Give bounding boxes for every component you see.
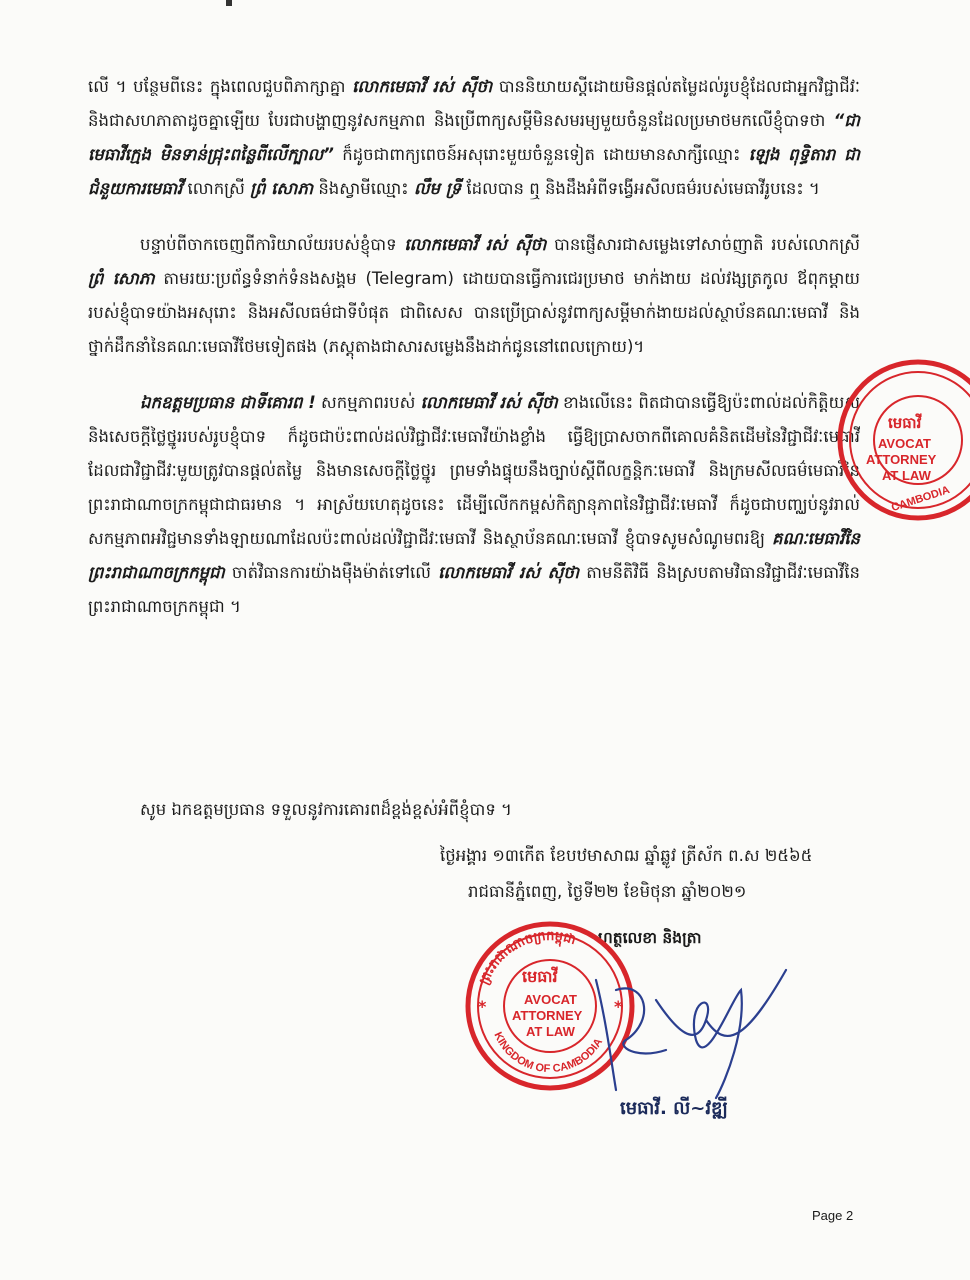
emphasized-text: លោកមេធាវី រស់ ស៊ីថា [352, 77, 493, 96]
emphasized-text: លឹម ទ្រី [413, 179, 462, 198]
emphasized-text: ព្រំ សោភា [250, 179, 314, 198]
emphasized-text: លោកមេធាវី រស់ ស៊ីថា [404, 235, 547, 254]
emphasized-text: លោកមេធាវី រស់ ស៊ីថា [420, 393, 558, 412]
seal-stamp-right [830, 352, 970, 527]
signer-name: មេធាវី. លី~វឌ្ឍី [620, 1098, 728, 1119]
paragraph-text: ដែលបាន ឮ និងដឹងអំពីទង្វើអសីលធម៌របស់មេធាវីរូបនេះ ។ [461, 179, 820, 198]
emphasized-text: គណៈមេធាវីនៃព្រះរាជាណាចក្រកម្ពុជា [88, 529, 860, 582]
letter-body [88, 70, 860, 646]
emphasized-text: ឯកឧត្តមប្រធាន ជាទីគោរព ! [140, 393, 316, 412]
svg-text:*: * [614, 997, 623, 1016]
emphasized-text: លោកមេធាវី រស់ ស៊ីថា [438, 563, 580, 582]
svg-text:AT LAW: AT LAW [526, 1024, 575, 1039]
paragraph-text: បានផ្ញើសារជាសម្លេងទៅសាច់ញាតិ របស់លោកស្រី [546, 235, 860, 254]
paragraph-1 [88, 70, 860, 206]
closing-line: សូម ឯកឧត្តមប្រធាន ទទួលនូវការគោរពដ៏ខ្ពង់ខ្ពស់អំពីខ្ញុំបាទ ។ [140, 800, 512, 819]
paragraph-text: លើ ។ បន្ថែមពីនេះ ក្នុងពេលជួបពិភាក្សាគ្នា [88, 77, 353, 96]
svg-text:ATTORNEY: ATTORNEY [866, 452, 937, 467]
page-number: Page 2 [812, 1208, 854, 1223]
date-civil: រាជធានីភ្នំពេញ, ថ្ងៃទី២២ ខែមិថុនា ឆ្នាំ២០២១ [468, 882, 747, 901]
svg-text:CAMBODIA: CAMBODIA [890, 484, 952, 515]
svg-text:មេធាវី: មេធាវី [522, 967, 558, 986]
svg-text:AVOCAT: AVOCAT [524, 992, 577, 1007]
svg-text:AVOCAT: AVOCAT [878, 436, 931, 451]
date-lunar: ថ្ងៃអង្គារ ១៣កើត ខែបឋមាសាឍ ឆ្នាំឆ្លូវ ត្រីស័ក ព.ស ២៥៦៥ [440, 846, 813, 865]
svg-text:មេធាវី: មេធាវី [888, 414, 922, 432]
emphasized-text: ឡេង ពុទ្ធិតារា ជាជំនួយការមេធាវី [88, 145, 860, 198]
signature-caption: ហត្ថលេខា និងត្រា [598, 929, 702, 947]
handwritten-signature [556, 960, 796, 1100]
scan-mark [226, 0, 232, 6]
paragraph-text: ចាត់វិធានការយ៉ាងម៉ឺងម៉ាត់ទៅលើ [224, 563, 439, 582]
paragraph-text: តាមនីតិវិធី និងស្របតាមវិធានវិជ្ជាជីវៈមេធាវីនៃព្រះរាជាណាចក្រកម្ពុជា ។ [88, 563, 860, 616]
svg-text:ATTORNEY: ATTORNEY [512, 1008, 583, 1023]
paragraph-text: បាននិយាយស្តីដោយមិនផ្តល់តម្លៃដល់រូបខ្ញុំដែលជាអ្នកវិជ្ជាជីវៈ និងជាសហភាតាដូចគ្នាឡើយ បែរជាបង្ហាញនូវសកម្មភាព និងប្រើពាក្យសម្តីមិនសមរម្យមួយចំនួនដែលប្រមាថមកលើខ្ញុំបាទថា [88, 77, 860, 130]
svg-text:*: * [478, 997, 487, 1016]
paragraph-text: បន្ទាប់ពីចាកចេញពីការិយាល័យរបស់ខ្ញុំបាទ [140, 235, 405, 254]
paragraph-text: តាមរយៈប្រព័ន្ធទំនាក់ទំនងសង្គម (Telegram) ដោយបានធ្វើការជេរប្រមាថ មាក់ងាយ ដល់វង្សត្រកូល ឪពុកម្តាយរបស់ខ្ញុំបាទយ៉ាងអសុរោះ និងអសីលធម៌ជាទីបំផុត ជាពិសេស បានប្រើប្រាស់នូវពាក្យសម្តីមាក់ងាយដល់ស្ថាប័នគណៈមេធាវី និងថ្នាក់ដឹកនាំនៃគណៈមេធាវីថែមទៀតផង (ភស្តុតាងជាសារសម្លេងនឹងដាក់ជូននៅពេលក្រោយ)។ [88, 269, 860, 356]
paragraph-text: សកម្មភាពរបស់ [315, 393, 421, 412]
svg-text:AT LAW: AT LAW [882, 468, 931, 483]
paragraph-text: លោកស្រី [182, 179, 251, 198]
paragraph-2 [88, 228, 860, 364]
paragraph-text: និងស្វាមីឈ្មោះ [313, 179, 414, 198]
emphasized-text: “ជាមេធាវីក្មេង មិនទាន់ជ្រុះពន្លៃពីលើក្បាល” [88, 111, 860, 164]
paragraph-text: ក៏ដូចជាពាក្យពេចន៍អសុរោះមួយចំនួនទៀត ដោយមានសាក្សីឈ្មោះ [333, 145, 749, 164]
svg-text:ព្រះរាជាណាចក្រកម្ពុជា: ព្រះរាជាណាចក្រកម្ពុជា [476, 928, 578, 988]
paragraph-3 [88, 386, 860, 624]
svg-text:KINGDOM OF CAMBODIA: KINGDOM OF CAMBODIA [491, 1030, 606, 1076]
emphasized-text: ព្រំ សោភា [88, 269, 155, 288]
paragraph-text: ខាងលើនេះ ពិតជាបានធ្វើឱ្យប៉ះពាល់ដល់កិត្តិយស និងសេចក្តីថ្លៃថ្នូររបស់រូបខ្ញុំបាទ ក៏ដូចជាប៉ះពាល់ដល់វិជ្ជាជីវៈមេធាវីយ៉ាងខ្លាំង ធ្វើឱ្យប្រាសចាកពីគោលគំនិតដើមនៃវិជ្ជាជីវៈមេធាវី ដែលជាវិជ្ជាជីវៈមួយត្រូវបានផ្តល់តម្លៃ និងមានសេចក្តីថ្លៃថ្នូរ ព្រមទាំងផ្ទុយនឹងច្បាប់ស្តីពីលក្ខន្តិកៈមេធាវី និងក្រមសីលធម៌មេធាវីនៃព្រះរាជាណាចក្រកម្ពុជាជាធរមាន ។ អាស្រ័យហេតុដូចនេះ ដើម្បីលើកកម្ពស់កិត្យានុភាពនៃវិជ្ជាជីវៈមេធាវី ក៏ដូចជាបញ្ឈប់នូវរាល់សកម្មភាពអវិជ្ជមានទាំងឡាយណាដែលប៉ះពាល់ដល់វិជ្ជាជីវៈមេធាវី និងស្ថាប័នគណៈមេធាវី ខ្ញុំបាទសូមសំណូមពរឱ្យ [88, 393, 860, 548]
